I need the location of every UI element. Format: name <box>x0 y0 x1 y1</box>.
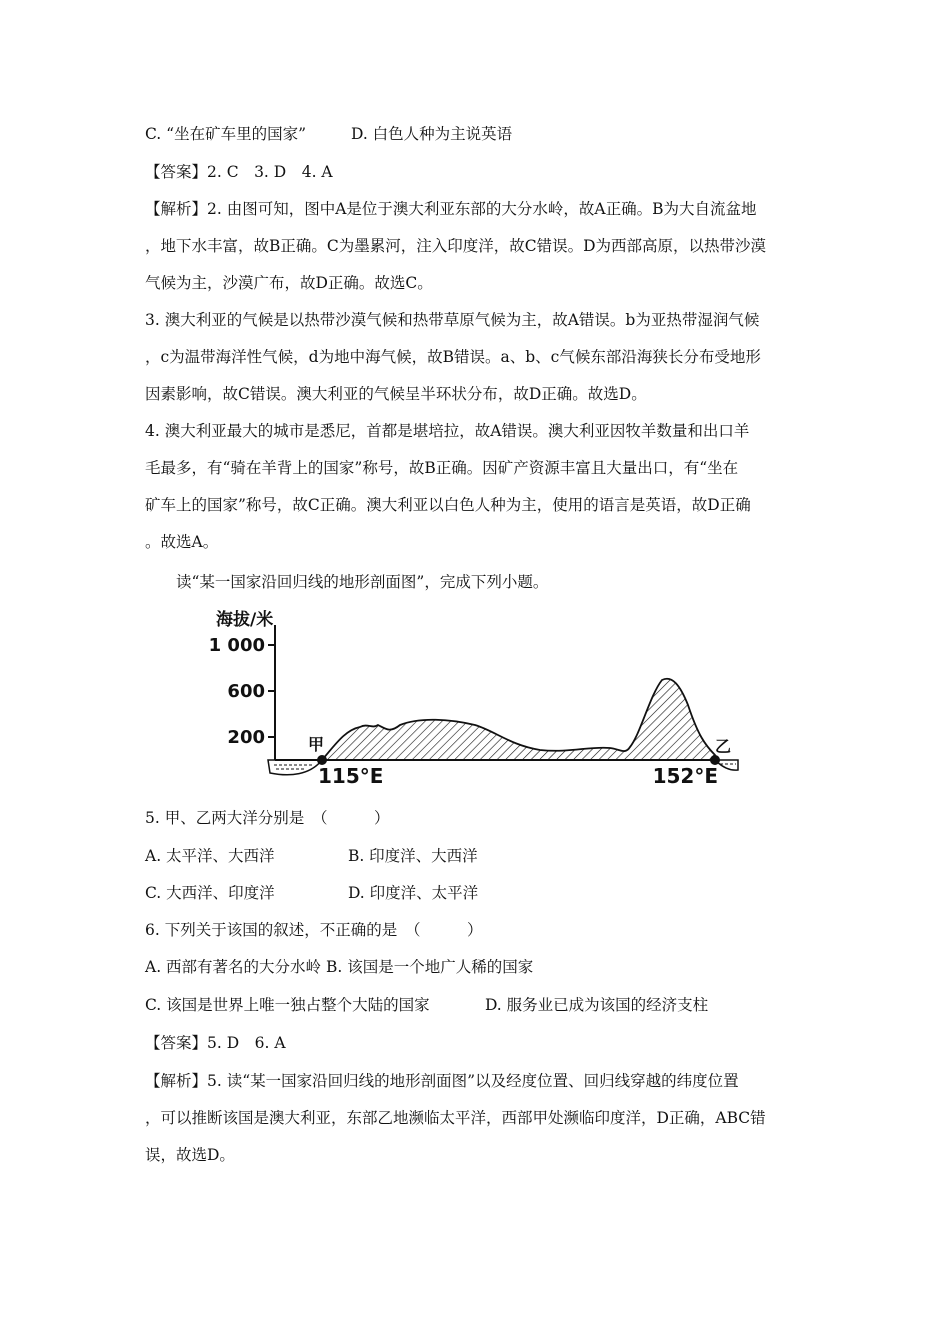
analysis-line: 矿车上的国家”称号，故C正确。澳大利亚以白色人种为主，使用的语言是英语，故D正确 <box>145 496 751 514</box>
terrain-profile-svg <box>210 605 745 790</box>
y-tick-label: 1 000 <box>210 635 265 656</box>
longitude-label-right: 152°E <box>652 764 718 788</box>
option-c: C. “坐在矿车里的国家” <box>145 125 307 143</box>
answer-5-6: 【答案】5. D 6. A <box>145 1034 286 1052</box>
option-row <box>145 883 478 903</box>
option-b: B. 印度洋、大西洋 <box>347 847 478 865</box>
analysis-line: 3. 澳大利亚的气候是以热带沙漠气候和热带草原气候为主，故A错误。b为亚热带湿润气候 <box>145 311 760 329</box>
point-label-yi: 乙 <box>715 737 732 756</box>
y-tick-label: 600 <box>227 681 265 702</box>
analysis-line: 误，故选D。 <box>145 1146 235 1164</box>
option-row: A. 西部有著名的大分水岭 B. 该国是一个地广人稀的国家 <box>145 958 534 976</box>
question-6: 6. 下列关于该国的叙述，不正确的是 （ ） <box>145 921 483 939</box>
option-c: C. 该国是世界上唯一独占整个大陆的国家 <box>145 996 430 1014</box>
analysis-line: 【解析】2. 由图可知，图中A是位于澳大利亚东部的大分水岭，故A正确。B为大自流盆地 <box>145 200 757 218</box>
longitude-label-left: 115°E <box>318 764 384 788</box>
analysis-line: 【解析】5. 读“某一国家沿回归线的地形剖面图”以及经度位置、回归线穿越的纬度位置 <box>145 1072 739 1090</box>
option-d: D. 印度洋、太平洋 <box>347 884 479 902</box>
analysis-line: 。故选A。 <box>145 533 219 551</box>
option-a: A. 太平洋、大西洋 <box>145 847 275 865</box>
analysis-line: ，地下水丰富，故B正确。C为墨累河，注入印度洋，故C错误。D为西部高原，以热带沙漠 <box>145 237 767 255</box>
terrain-profile-figure <box>210 605 745 790</box>
option-c: C. 大西洋、印度洋 <box>145 884 275 902</box>
analysis-line: 毛最多，有“骑在羊背上的国家”称号，故B正确。因矿产资源丰富且大量出口，有“坐在 <box>145 459 739 477</box>
y-tick-label: 200 <box>227 727 265 748</box>
answer-2-4: 【答案】2. C 3. D 4. A <box>145 163 333 181</box>
option-row-c-d <box>145 124 512 144</box>
analysis-line: 4. 澳大利亚最大的城市是悉尼，首都是堪培拉，故A错误。澳大利亚因牧羊数量和出口羊 <box>145 422 750 440</box>
question-5: 5. 甲、乙两大洋分别是 （ ） <box>145 809 390 827</box>
terrain-profile <box>322 679 715 760</box>
analysis-line: 因素影响，故C错误。澳大利亚的气候呈半环状分布，故D正确。故选D。 <box>145 385 647 403</box>
ocean-left <box>268 760 322 775</box>
figure-instruction: 读“某一国家沿回归线的地形剖面图”，完成下列小题。 <box>176 573 549 591</box>
point-label-jia: 甲 <box>308 735 325 754</box>
option-d: D. 服务业已成为该国的经济支柱 <box>484 996 709 1014</box>
option-d: D. 白色人种为主说英语 <box>350 125 513 143</box>
option-row <box>145 995 708 1015</box>
analysis-line: 气候为主，沙漠广布，故D正确。故选C。 <box>145 274 433 292</box>
option-row <box>145 846 478 866</box>
analysis-line: ，c为温带海洋性气候，d为地中海气候，故B错误。a、b、c气候东部沿海狭长分布受地形 <box>145 348 761 366</box>
analysis-line: ，可以推断该国是澳大利亚，东部乙地濒临太平洋，西部甲处濒临印度洋，D正确，ABC错 <box>145 1109 766 1127</box>
y-axis-label: 海拔/米 <box>216 610 274 630</box>
